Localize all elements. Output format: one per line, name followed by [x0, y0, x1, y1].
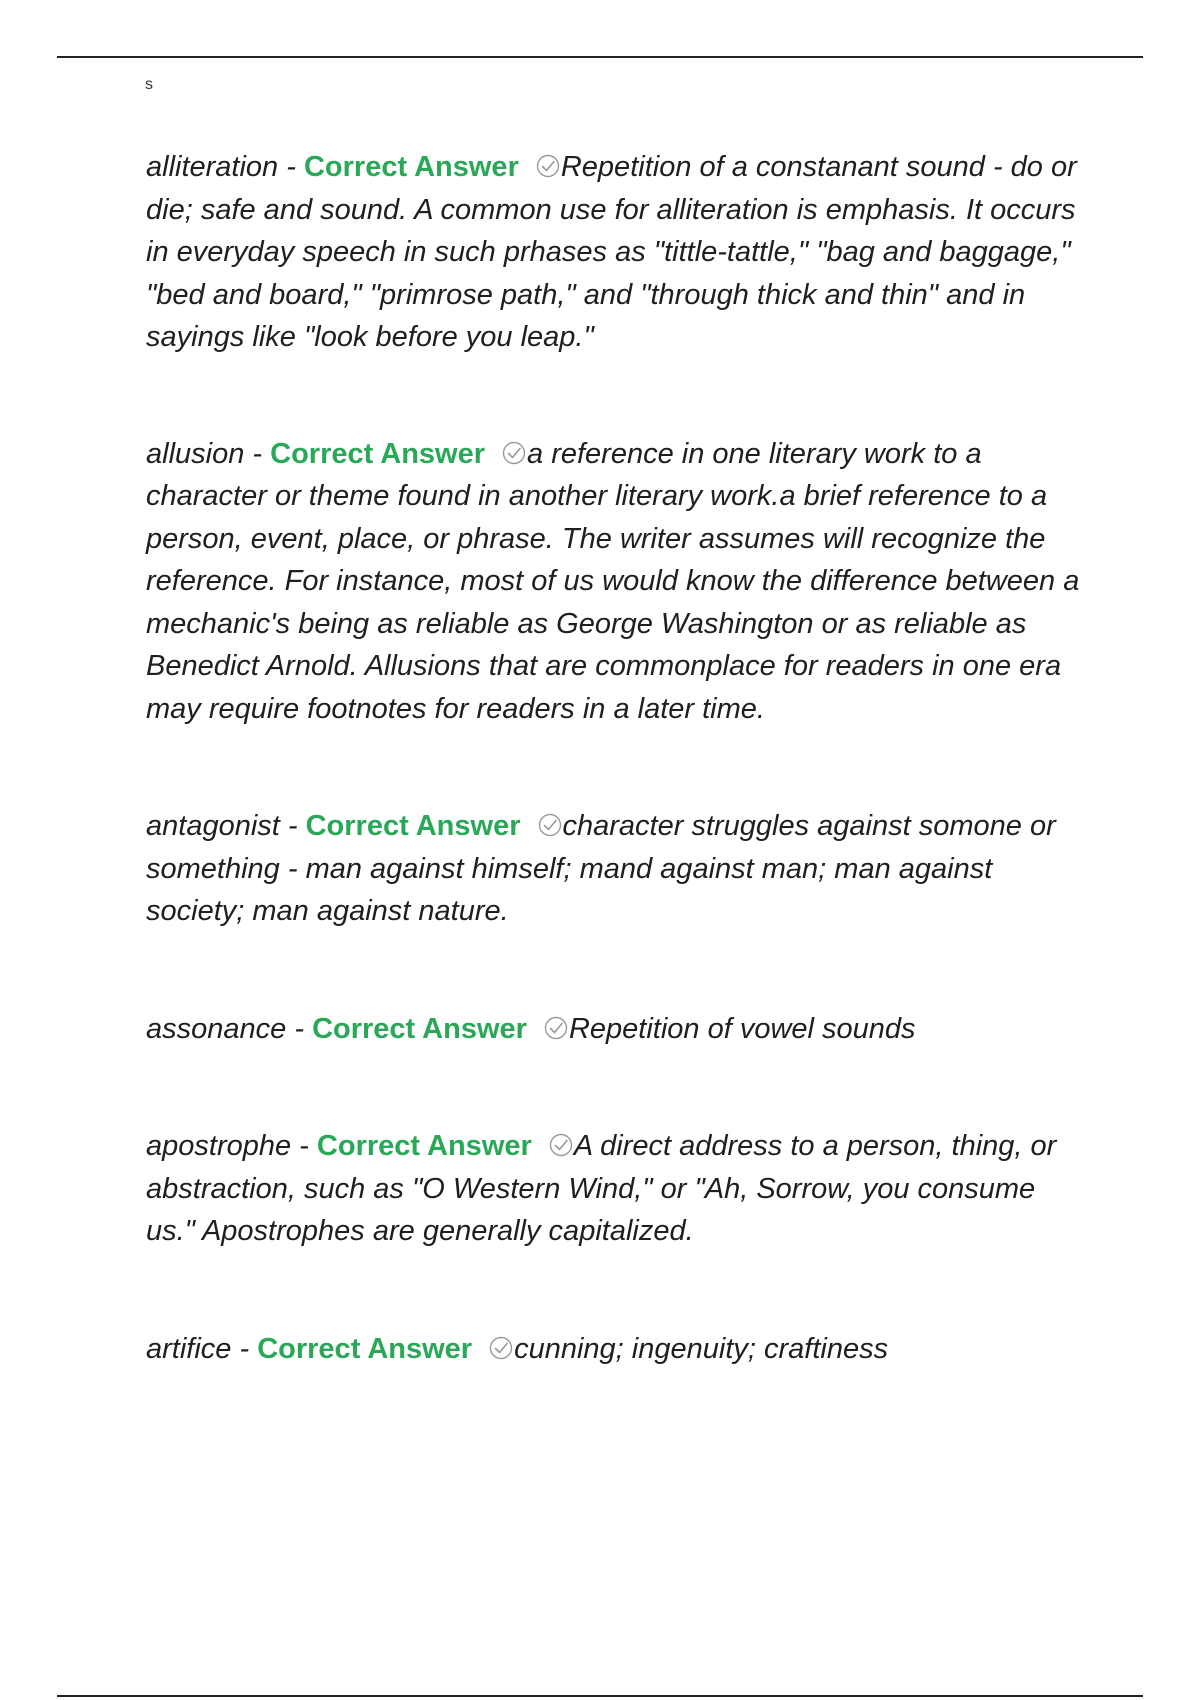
correct-answer-label: Correct Answer: [257, 1332, 473, 1365]
flashcard-entry: [146, 805, 1086, 933]
term-separator: -: [286, 1012, 313, 1045]
top-rule: [57, 56, 1143, 58]
correct-answer-label: Correct Answer: [305, 810, 521, 842]
term-separator: -: [244, 437, 271, 470]
term: artifice: [146, 1332, 232, 1365]
correct-answer-label: Correct Answer: [270, 437, 486, 470]
term-separator: -: [231, 1332, 258, 1365]
term: allusion: [146, 437, 245, 470]
term: apostrophe: [146, 1130, 292, 1162]
flashcard-list: [146, 146, 1086, 1370]
term-separator: -: [279, 810, 306, 842]
flashcard-entry: [146, 1008, 1086, 1051]
term: alliteration: [146, 151, 279, 183]
term-separator: -: [278, 151, 304, 183]
correct-answer-label: Correct Answer: [316, 1130, 532, 1162]
term: antagonist: [146, 810, 280, 842]
check-circle-icon: [488, 1335, 514, 1361]
check-circle-icon: [501, 440, 527, 466]
bottom-rule: [57, 1695, 1143, 1697]
flashcard-entry: [146, 433, 1086, 731]
correct-answer-label: Correct Answer: [312, 1012, 527, 1045]
correct-answer-label: Correct Answer: [303, 151, 519, 183]
term-separator: -: [291, 1130, 317, 1162]
header-marker: s: [145, 76, 153, 93]
definition: character struggles against somone or something - man against himself; mand against man; man against society; man against nature.: [146, 810, 1056, 927]
check-circle-icon: [535, 153, 561, 179]
flashcard-entry: [146, 1328, 1086, 1371]
check-circle-icon: [537, 812, 563, 838]
definition: Repetition of vowel sounds: [568, 1012, 916, 1045]
definition: A direct address to a person, thing, or abstraction, such as "O Western Wind," or "Ah, Sorrow, you consume us." Apostrophes are generally capitalized.: [146, 1130, 1057, 1247]
flashcard-entry: [146, 1125, 1086, 1253]
check-circle-icon: [543, 1015, 569, 1041]
term: assonance: [146, 1012, 287, 1045]
definition: a reference in one literary work to a character or theme found in another literary work.a brief reference to a person, event, place, or phrase. The writer assumes will recognize the reference. For instance, most of us would know the difference between a mechanic's being as reliable as George Washington or as reliable as Benedict Arnold. Allusions that are commonplace for readers in one era may require footnotes for readers in a later time.: [146, 437, 1080, 725]
flashcard-entry: [146, 146, 1086, 359]
definition: Repetition of a constanant sound - do or die; safe and sound. A common use for alliteration is emphasis. It occurs in everyday speech in such prhases as "tittle-tattle," "bag and baggage," "bed and board," "primrose path," and "through thick and thin" and in sayings like "look before you leap.": [146, 151, 1077, 353]
definition: cunning; ingenuity; craftiness: [514, 1332, 889, 1365]
check-circle-icon: [548, 1132, 574, 1158]
